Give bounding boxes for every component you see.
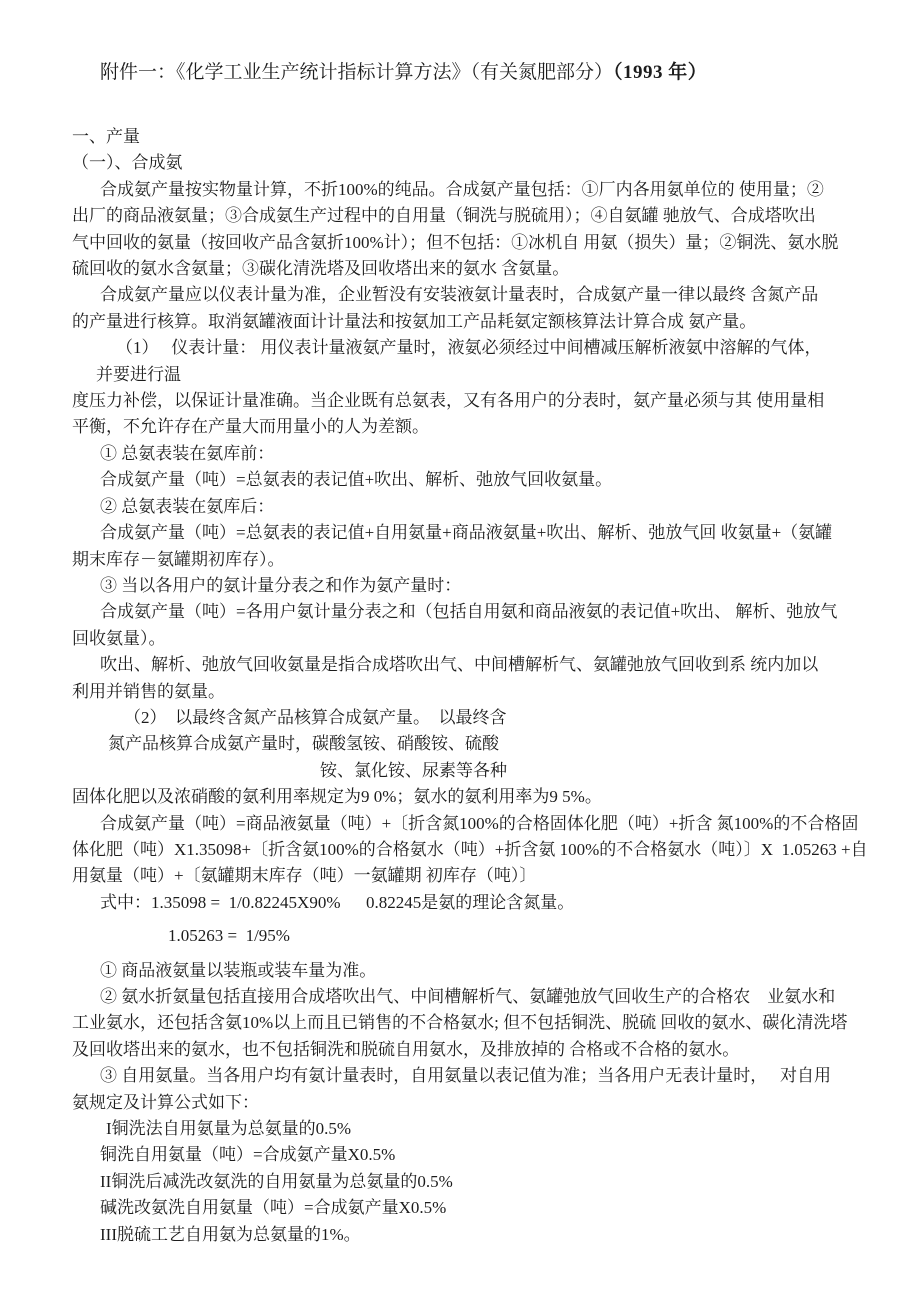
text-line: 一、产量 — [72, 127, 140, 146]
text-line: 氮产品核算合成氨产量时，碳酸氢铵、硝酸铵、硫酸 — [108, 734, 499, 754]
text-line: 合成氨产量按实物量计算，不折100%的纯品。合成氨产量包括：①厂内各用氨单位的 使用量；② — [100, 179, 824, 199]
text-line: （一）、合成氨 — [72, 153, 183, 173]
document-title-year: （1993 年） — [613, 62, 708, 83]
text-line: 碱洗改氨洗自用氨量（吨）=合成氨产量X0.5% — [100, 1198, 447, 1218]
text-line: 硫回收的氨水含氨量；③碳化清洗塔及回收塔出来的氨水 含氨量。 — [72, 259, 570, 279]
text-line: ③ 自用氨量。当各用户均有氨计量表时，自用氨量以表记值为准；当各用户无表计量时， 对自用 — [100, 1066, 831, 1086]
text-line: 固体化肥以及浓硝酸的氨利用率规定为9 0%；氨水的氨利用率为9 5%。 — [72, 787, 602, 807]
text-line: 用氨量（吨）+〔氨罐期末库存（吨）一氨罐期 初库存（吨）〕 — [72, 866, 537, 886]
text-line: 的产量进行核算。取消氨罐液面计计量法和按氨加工产品耗氨定额核算法计算合成 氨产量。 — [72, 311, 757, 331]
text-line: 及回收塔出来的氨水，也不包括铜洗和脱硫自用氨水，及排放掉的 合格或不合格的氨水。 — [72, 1039, 740, 1059]
text-line: 吹出、解析、弛放气回收氨量是指合成塔吹出气、中间槽解析气、氨罐弛放气回收到系 统内加以 — [100, 655, 819, 675]
text-line: 合成氨产量（吨）=商品液氨量（吨）+〔折含氮100%的合格固体化肥（吨）+折含 氮100%的不合格固 — [100, 813, 859, 833]
text-line: ② 总氨表装在氨库后： — [100, 496, 275, 516]
text-line: 铵、氯化铵、尿素等各种 — [320, 760, 507, 780]
text-line: 工业氨水，还包括含氨10%以上而且已销售的不合格氨水; 但不包括铜洗、脱硫 回收的氨水、碳化清洗塔 — [72, 1013, 848, 1033]
text-line: 度压力补偿，以保证计量准确。当企业既有总氨表，又有各用户的分表时，氨产量必须与其 使用量相 — [72, 391, 825, 411]
text-line: 回收氨量）。 — [72, 628, 166, 648]
text-line: 利用并销售的氨量。 — [72, 681, 225, 701]
text-line: ③ 当以各用户的氨计量分表之和作为氨产量时： — [100, 575, 462, 595]
text-line: 式中：1.35098 = 1/0.82245X90% 0.82245是氨的理论含氮量。 — [100, 892, 575, 912]
text-line: 合成氨产量（吨）=各用户氨计量分表之和（包括自用氨和商品液氨的表记值+吹出、 解析、弛放气 — [100, 602, 838, 622]
text-line: （2） 以最终含氮产品核算合成氨产量。 以最终含 — [124, 707, 507, 727]
text-line: II铜洗后减洗改氨洗的自用氨量为总氨量的0.5% — [100, 1171, 453, 1191]
document-body — [72, 124, 870, 1248]
text-line: I铜洗法自用氨量为总氨量的0.5% — [106, 1119, 352, 1139]
text-line: ① 总氨表装在氨库前： — [100, 443, 275, 463]
text-line: III脱硫工艺自用氨为总氨量的1%。 — [100, 1224, 361, 1244]
text-line: 并要进行温 — [96, 364, 181, 384]
text-line: 出厂的商品液氨量；③合成氨生产过程中的自用量（铜洗与脱硫用）；④自氨罐 驰放气、合成塔吹出 — [72, 206, 816, 226]
text-line: ② 氨水折氨量包括直接用合成塔吹出气、中间槽解析气、氨罐弛放气回收生产的合格农 业氨水和 — [100, 987, 836, 1006]
text-line: ① 商品液氨量以装瓶或装车量为准。 — [100, 960, 377, 980]
text-line: 氨规定及计算公式如下： — [72, 1092, 259, 1112]
text-line: 1.05263 = 1/95% — [168, 926, 290, 946]
text-line: 平衡，不允许存在产量大而用量小的人为差额。 — [72, 417, 429, 437]
text-line: 体化肥（吨）X1.35098+〔折含氨100%的合格氨水（吨）+折含氨 100%的不合格氨水（吨）〕X 1.05263 +自 — [72, 839, 868, 859]
text-line: 合成氨产量应以仪表计量为准，企业暂没有安装液氨计量表时，合成氨产量一律以最终 含氮产品 — [100, 285, 819, 305]
text-line: 合成氨产量（吨）=总氨表的表记值+吹出、解析、弛放气回收氨量。 — [100, 470, 613, 490]
text-line: 合成氨产量（吨）=总氨表的表记值+自用氨量+商品液氨量+吹出、解析、弛放气回 收氨量+（氨罐 — [100, 523, 833, 543]
text-line: 气中回收的氨量（按回收产品含氨折100%计）；但不包括：①冰机自 用氨（损失）量；②铜洗、氨水脱 — [72, 232, 839, 252]
text-line: 期末库存－氨罐期初库存）。 — [72, 549, 285, 569]
document-title-text: 附件一：《化学工业生产统计指标计算方法》（有关氮肥部分） — [100, 62, 614, 83]
document-title — [100, 58, 870, 88]
text-line: 铜洗自用氨量（吨）=合成氨产量X0.5% — [100, 1145, 396, 1165]
text-line: （1） 仪表计量： 用仪表计量液氨产量时，液氨必须经过中间槽减压解析液氨中溶解的气体， — [116, 338, 822, 358]
